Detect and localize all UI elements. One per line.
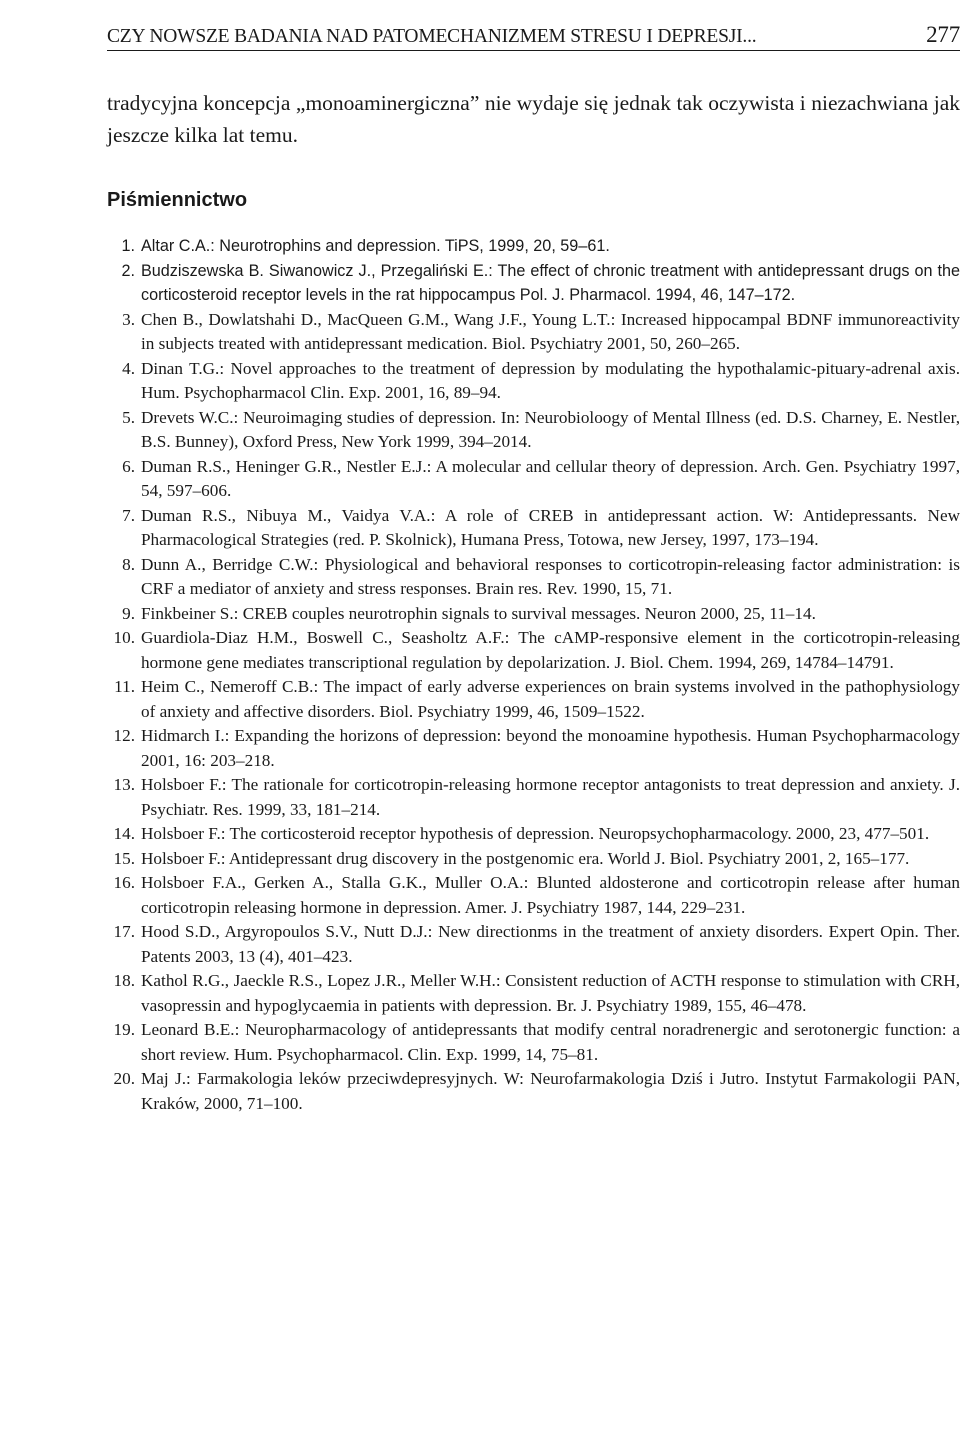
reference-item <box>107 504 960 553</box>
reference-number: 19. <box>113 1020 135 1039</box>
reference-number: 10. <box>113 628 135 647</box>
reference-item <box>107 1067 960 1116</box>
reference-number: 13. <box>113 775 135 794</box>
reference-item <box>107 308 960 357</box>
reference-number: 2. <box>121 261 135 280</box>
reference-item <box>107 626 960 675</box>
reference-item <box>107 822 960 847</box>
reference-text: Duman R.S., Nibuya M., Vaidya V.A.: A role of CREB in antidepressant action. W: Antidepressants. New Pharmacological Strategies (red. P. Skolnick), Humana Press, Totowa, new Jersey, 1997, 173–194. <box>141 505 960 549</box>
reference-item <box>107 259 960 308</box>
reference-text: Holsboer F.: The rationale for corticotropin-releasing hormone receptor antagonists to treat depression and anxiety. J. Psychiatr. Res. 1999, 33, 181–214. <box>141 775 960 819</box>
reference-item <box>107 602 960 627</box>
reference-number: 6. <box>122 456 135 476</box>
reference-number: 4. <box>122 358 135 378</box>
running-head <box>107 22 960 51</box>
reference-item <box>107 773 960 822</box>
intro-paragraph: tradycyjna koncepcja „monoaminergiczna” nie wydaje się jednak tak oczywista i niezachwiana jak jeszcze kilka lat temu. <box>107 91 960 147</box>
reference-text: Maj J.: Farmakologia leków przeciwdepresyjnych. W: Neurofarmakologia Dziś i Jutro. Instytut Farmakologii PAN, Kraków, 2000, 71–100. <box>141 1069 960 1113</box>
reference-number: 11. <box>114 677 135 696</box>
reference-text: Finkbeiner S.: CREB couples neurotrophin signals to survival messages. Neuron 2000, 25, 11–14. <box>141 603 816 623</box>
reference-item <box>107 675 960 724</box>
document-page <box>107 22 960 1116</box>
reference-number: 17. <box>113 922 135 941</box>
reference-text: Altar C.A.: Neurotrophins and depression. TiPS, 1999, 20, 59–61. <box>141 237 610 255</box>
reference-item <box>107 969 960 1018</box>
reference-number: 3. <box>122 309 135 329</box>
reference-text: Holsboer F.A., Gerken A., Stalla G.K., Muller O.A.: Blunted aldosterone and corticotropin release after human corticotropin releasing hormone in depression. Amer. J. Psychiatry 1987, 144, 229–231. <box>141 873 960 917</box>
reference-text: Drevets W.C.: Neuroimaging studies of depression. In: Neurobioloogy of Mental Illness (ed. D.S. Charney, E. Nestler, B.S. Bunney), Oxford Press, New York 1999, 394–2014. <box>141 407 960 451</box>
reference-item <box>107 234 960 259</box>
reference-number: 8. <box>122 554 135 574</box>
reference-text: Hidmarch I.: Expanding the horizons of depression: beyond the monoamine hypothesis. Human Psychopharmacology 2001, 16: 203–218. <box>141 726 960 770</box>
reference-number: 5. <box>122 407 135 427</box>
reference-text: Dinan T.G.: Novel approaches to the treatment of depression by modulating the hypothalamic-pituary-adrenal axis. Hum. Psychopharmacol Clin. Exp. 2001, 16, 89–94. <box>141 358 960 402</box>
section-heading: Piśmiennictwo <box>107 189 248 211</box>
reference-text: Budziszewska B. Siwanowicz J., Przegaliński E.: The effect of chronic treatment with antidepressant drugs on the corticosteroid receptor levels in the rat hippocampus Pol. J. Pharmacol. 1994, 46, 147–172. <box>141 261 960 304</box>
reference-text: Duman R.S., Heninger G.R., Nestler E.J.: A molecular and cellular theory of depression. Arch. Gen. Psychiatry 1997, 54, 597–606. <box>141 456 960 500</box>
running-title: CZY NOWSZE BADANIA NAD PATOMECHANIZMEM STRESU I DEPRESJI... <box>107 26 757 47</box>
reference-item <box>107 455 960 504</box>
reference-item <box>107 357 960 406</box>
reference-text: Heim C., Nemeroff C.B.: The impact of early adverse experiences on brain systems involved in the pathophysiology of anxiety and affective disorders. Biol. Psychiatry 1999, 46, 1509–1522. <box>141 677 960 721</box>
reference-text: Guardiola-Diaz H.M., Boswell C., Seasholtz A.F.: The cAMP-responsive element in the corticotropin-releasing hormone gene mediates transcriptional regulation by depolarization. J. Biol. Chem. 1994, 269, 14784–14791. <box>141 628 960 672</box>
reference-item <box>107 920 960 969</box>
reference-number: 7. <box>122 505 135 525</box>
reference-number: 15. <box>113 848 135 868</box>
reference-text: Dunn A., Berridge C.W.: Physiological and behavioral responses to corticotropin-releasing factor administration: is CRF a mediator of anxiety and stress responses. Brain res. Rev. 1990, 15, 71. <box>141 554 960 598</box>
reference-text: Hood S.D., Argyropoulos S.V., Nutt D.J.: New directionms in the treatment of anxiety disorders. Expert Opin. Ther. Patents 2003, 13 (4), 401–423. <box>141 922 960 966</box>
reference-text: Holsboer F.: The corticosteroid receptor hypothesis of depression. Neuropsychopharmacology. 2000, 23, 477–501. <box>141 824 930 843</box>
reference-item <box>107 406 960 455</box>
reference-number: 16. <box>113 873 135 892</box>
reference-number: 9. <box>122 603 135 623</box>
reference-item <box>107 724 960 773</box>
page-number: 277 <box>926 22 960 47</box>
reference-item <box>107 553 960 602</box>
reference-text: Kathol R.G., Jaeckle R.S., Lopez J.R., Meller W.H.: Consistent reduction of ACTH response to stimulation with CRH, vasopressin and hypoglycaemia in patients with depression. Br. J. Psychiatry 1989, 155, 46–478. <box>141 971 960 1015</box>
reference-text: Leonard B.E.: Neuropharmacology of antidepressants that modify central noradrenergic and serotonergic function: a short review. Hum. Psychopharmacol. Clin. Exp. 1999, 14, 75–81. <box>141 1020 960 1064</box>
reference-number: 14. <box>113 824 135 843</box>
reference-text: Holsboer F.: Antidepressant drug discovery in the postgenomic era. World J. Biol. Psychiatry 2001, 2, 165–177. <box>141 848 910 868</box>
reference-item <box>107 847 960 872</box>
reference-text: Chen B., Dowlatshahi D., MacQueen G.M., Wang J.F., Young L.T.: Increased hippocampal BDNF immunoreactivity in subjects treated with antidepressant medication. Biol. Psychiatry 2001, 50, 260–265. <box>141 309 960 353</box>
reference-number: 20. <box>113 1069 135 1088</box>
reference-number: 1. <box>121 237 135 255</box>
reference-item <box>107 871 960 920</box>
reference-number: 12. <box>113 726 135 745</box>
reference-list <box>107 234 960 1116</box>
reference-item <box>107 1018 960 1067</box>
reference-number: 18. <box>113 971 135 990</box>
